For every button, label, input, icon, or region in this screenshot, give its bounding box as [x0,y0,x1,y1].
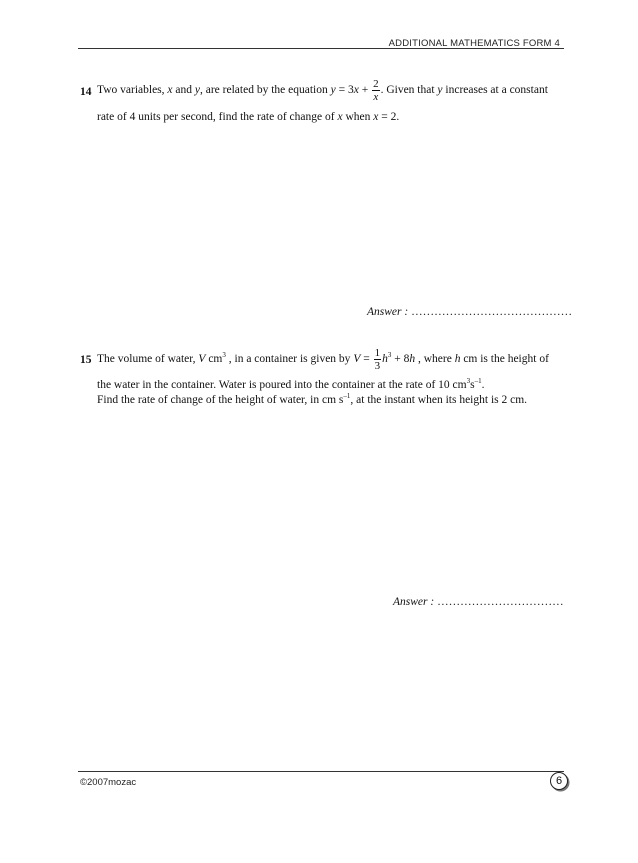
question-number-15: 15 [80,354,92,366]
answer-blank: …………………………………… [411,306,573,318]
footer-rule [78,771,564,772]
header-rule [78,48,564,49]
fraction-2-over-x: $\frac{2}{x}$ [373,78,379,103]
answer-line-14 [367,306,572,318]
question-15-line-1: The volume of water, V $cm^3$ , in a container is given by V = $\frac{1}{3}$ $h^3 + 8h$ , where h cm is the height of [97,347,549,372]
page-number-badge: 6 [550,772,568,790]
answer-label: Answer : [393,596,435,608]
header-title: ADDITIONAL MATHEMATICS FORM 4 [388,38,560,49]
question-14-line-2: rate of 4 units per second, find the rate of change of x when x = 2. [97,111,400,123]
answer-label: Answer : [367,306,409,318]
question-15-line-2: the water in the container. Water is poured into the container at the rate of 10 $cm^3s^{-1}$. [97,377,485,391]
answer-blank: …………………………… [437,596,564,608]
copyright-text: ©2007mozac [80,777,137,788]
answer-line-15 [393,596,564,608]
question-14-line-1: Two variables, x and y, are related by the equation y = 3x + $\frac{2}{x}$ . Given that y increases at a constant [97,78,548,103]
question-15-line-3: Find the rate of change of the height of water, in cm $s^{-1}$, at the instant when its height is 2 cm. [97,392,528,406]
question-number-14: 14 [80,86,92,98]
fraction-1-over-3: $\frac{1}{3}$ [374,347,381,372]
